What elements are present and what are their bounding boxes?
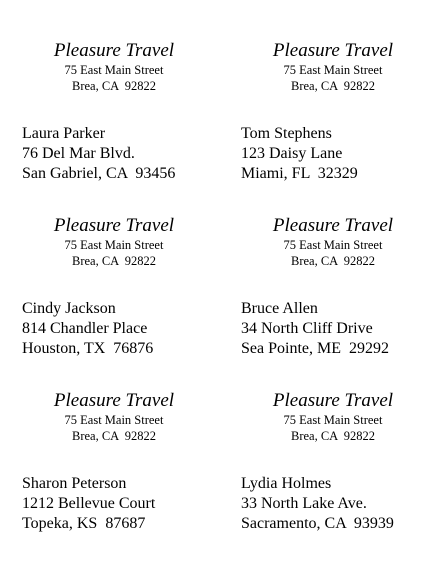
mailing-label <box>241 40 441 215</box>
return-address <box>39 390 189 444</box>
recipient-street: 76 Del Mar Blvd. <box>22 145 135 162</box>
return-street: 75 East Main Street <box>283 238 383 252</box>
recipient-city: Sea Pointe, ME 29292 <box>241 340 389 357</box>
return-address <box>258 215 408 269</box>
return-street: 75 East Main Street <box>64 413 164 427</box>
return-company: Pleasure Travel <box>272 215 394 236</box>
return-street: 75 East Main Street <box>64 238 164 252</box>
return-company: Pleasure Travel <box>53 390 175 411</box>
mailing-label <box>22 40 222 215</box>
return-address <box>39 40 189 94</box>
recipient-name: Cindy Jackson <box>22 300 116 317</box>
recipient-street: 34 North Cliff Drive <box>241 320 373 337</box>
recipient-street: 33 North Lake Ave. <box>241 495 367 512</box>
mailing-label <box>22 390 222 565</box>
recipient-address <box>241 124 358 184</box>
recipient-address <box>241 474 394 534</box>
return-city: Brea, CA 92822 <box>71 79 157 93</box>
mailing-label <box>241 215 441 390</box>
return-company: Pleasure Travel <box>53 40 175 61</box>
recipient-street: 814 Chandler Place <box>22 320 148 337</box>
recipient-name: Laura Parker <box>22 125 106 142</box>
return-city: Brea, CA 92822 <box>290 79 376 93</box>
recipient-address <box>22 299 153 359</box>
recipient-city: Houston, TX 76876 <box>22 340 154 357</box>
recipient-address <box>241 299 389 359</box>
return-city: Brea, CA 92822 <box>290 429 376 443</box>
return-address <box>258 40 408 94</box>
mailing-label <box>22 215 222 390</box>
recipient-name: Bruce Allen <box>241 300 318 317</box>
recipient-city: Miami, FL 32329 <box>241 165 358 182</box>
recipient-street: 123 Daisy Lane <box>241 145 343 162</box>
return-street: 75 East Main Street <box>64 63 164 77</box>
recipient-street: 1212 Bellevue Court <box>22 495 156 512</box>
recipient-city: Topeka, KS 87687 <box>22 515 146 532</box>
return-city: Brea, CA 92822 <box>71 429 157 443</box>
return-city: Brea, CA 92822 <box>290 254 376 268</box>
recipient-city: San Gabriel, CA 93456 <box>22 165 176 182</box>
recipient-address <box>22 474 155 534</box>
mailing-label <box>241 390 441 565</box>
recipient-address <box>22 124 175 184</box>
return-street: 75 East Main Street <box>283 63 383 77</box>
return-address <box>258 390 408 444</box>
return-address <box>39 215 189 269</box>
recipient-name: Sharon Peterson <box>22 475 127 492</box>
return-company: Pleasure Travel <box>53 215 175 236</box>
return-street: 75 East Main Street <box>283 413 383 427</box>
return-company: Pleasure Travel <box>272 390 394 411</box>
recipient-name: Tom Stephens <box>241 125 332 142</box>
recipient-name: Lydia Holmes <box>241 475 332 492</box>
recipient-city: Sacramento, CA 93939 <box>241 515 394 532</box>
return-city: Brea, CA 92822 <box>71 254 157 268</box>
return-company: Pleasure Travel <box>272 40 394 61</box>
